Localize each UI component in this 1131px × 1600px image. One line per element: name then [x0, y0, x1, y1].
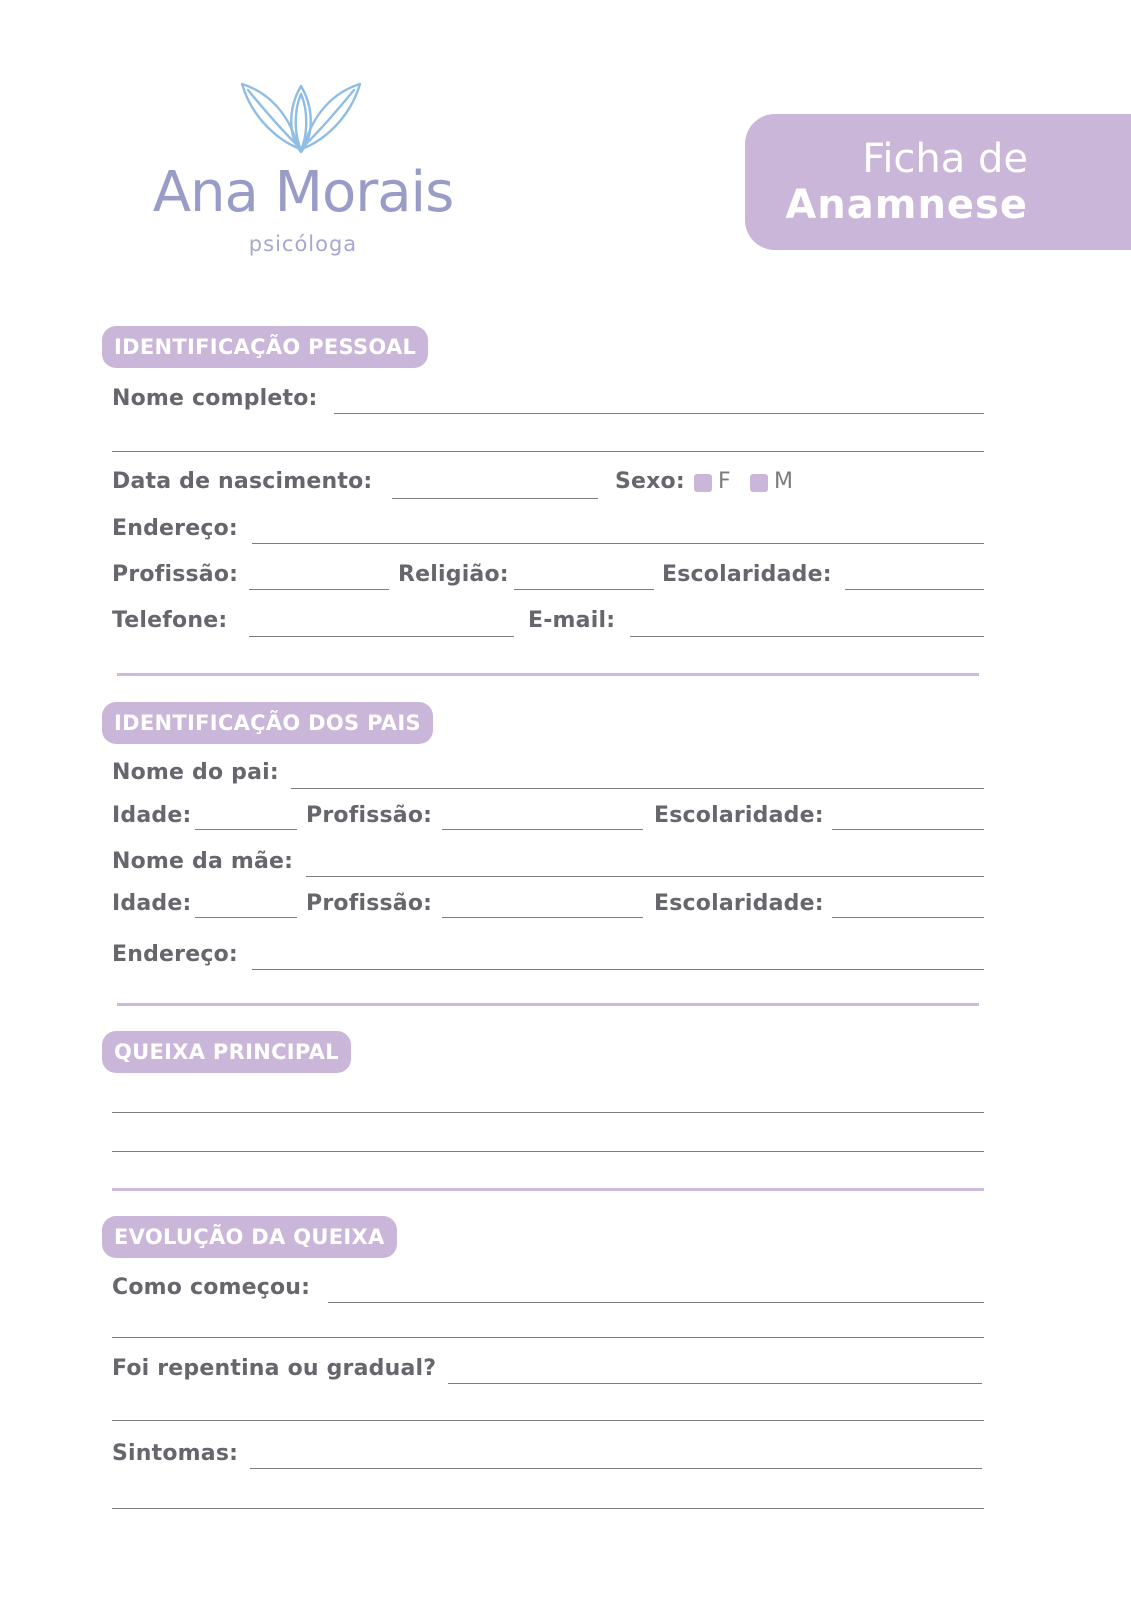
father-name-label: Nome do pai: — [112, 760, 279, 785]
section-heading-personal: IDENTIFICAÇÃO PESSOAL — [102, 326, 428, 368]
how-started-field-line2[interactable] — [112, 1337, 984, 1338]
parents-address-field[interactable] — [252, 969, 984, 970]
father-age-field[interactable] — [195, 829, 297, 830]
mother-name-field[interactable] — [306, 876, 984, 877]
mother-education-label: Escolaridade: — [654, 891, 824, 916]
logo-leaves-icon — [238, 78, 368, 158]
sudden-or-gradual-field[interactable] — [448, 1383, 982, 1384]
profession-field[interactable] — [249, 589, 389, 590]
mother-age-label: Idade: — [112, 891, 192, 916]
address-label: Endereço: — [112, 516, 238, 541]
full-name-field-line2[interactable] — [112, 451, 984, 452]
mother-profession-field[interactable] — [442, 917, 643, 918]
sudden-or-gradual-field-line2[interactable] — [112, 1420, 984, 1421]
sex-label: Sexo: — [615, 469, 685, 494]
father-profession-label: Profissão: — [306, 803, 433, 828]
sex-f-checkbox[interactable] — [694, 474, 712, 492]
symptoms-label: Sintomas: — [112, 1441, 239, 1466]
section-divider — [117, 673, 979, 676]
full-name-field[interactable] — [334, 413, 984, 414]
father-age-label: Idade: — [112, 803, 192, 828]
brand-name: Ana Morais — [152, 160, 454, 225]
symptoms-field[interactable] — [250, 1468, 982, 1469]
form-title-box — [745, 114, 1131, 250]
religion-field[interactable] — [514, 589, 654, 590]
section-heading-complaint: QUEIXA PRINCIPAL — [102, 1031, 351, 1073]
how-started-field[interactable] — [328, 1302, 984, 1303]
section-heading-parents: IDENTIFICAÇÃO DOS PAIS — [102, 702, 433, 744]
mother-age-field[interactable] — [195, 917, 297, 918]
section-divider — [112, 1188, 984, 1191]
complaint-field-line1[interactable] — [112, 1112, 984, 1113]
education-label: Escolaridade: — [662, 562, 832, 587]
form-title-line1: Ficha de — [862, 136, 1028, 182]
religion-label: Religião: — [398, 562, 509, 587]
parents-address-label: Endereço: — [112, 942, 238, 967]
profession-label: Profissão: — [112, 562, 239, 587]
email-label: E-mail: — [528, 608, 616, 633]
father-education-field[interactable] — [832, 829, 984, 830]
education-field[interactable] — [845, 589, 984, 590]
phone-label: Telefone: — [112, 608, 228, 633]
full-name-label: Nome completo: — [112, 386, 318, 411]
mother-name-label: Nome da mãe: — [112, 849, 294, 874]
birth-date-label: Data de nascimento: — [112, 469, 373, 494]
symptoms-field-line2[interactable] — [112, 1508, 984, 1509]
brand-subtitle: psicóloga — [248, 232, 358, 256]
birth-date-field[interactable] — [392, 498, 598, 499]
mother-profession-label: Profissão: — [306, 891, 433, 916]
how-started-label: Como começou: — [112, 1275, 311, 1300]
form-title-line2: Anamnese — [785, 182, 1028, 228]
section-heading-evolution: EVOLUÇÃO DA QUEIXA — [102, 1216, 397, 1258]
father-profession-field[interactable] — [442, 829, 643, 830]
section-divider — [117, 1003, 979, 1006]
sex-m-label: M — [774, 469, 793, 494]
sex-f-label: F — [718, 469, 731, 494]
address-field[interactable] — [252, 543, 984, 544]
mother-education-field[interactable] — [832, 917, 984, 918]
father-education-label: Escolaridade: — [654, 803, 824, 828]
father-name-field[interactable] — [291, 788, 984, 789]
sudden-or-gradual-label: Foi repentina ou gradual? — [112, 1356, 437, 1381]
email-field[interactable] — [630, 636, 984, 637]
complaint-field-line2[interactable] — [112, 1151, 984, 1152]
phone-field[interactable] — [249, 636, 514, 637]
sex-m-checkbox[interactable] — [750, 474, 768, 492]
